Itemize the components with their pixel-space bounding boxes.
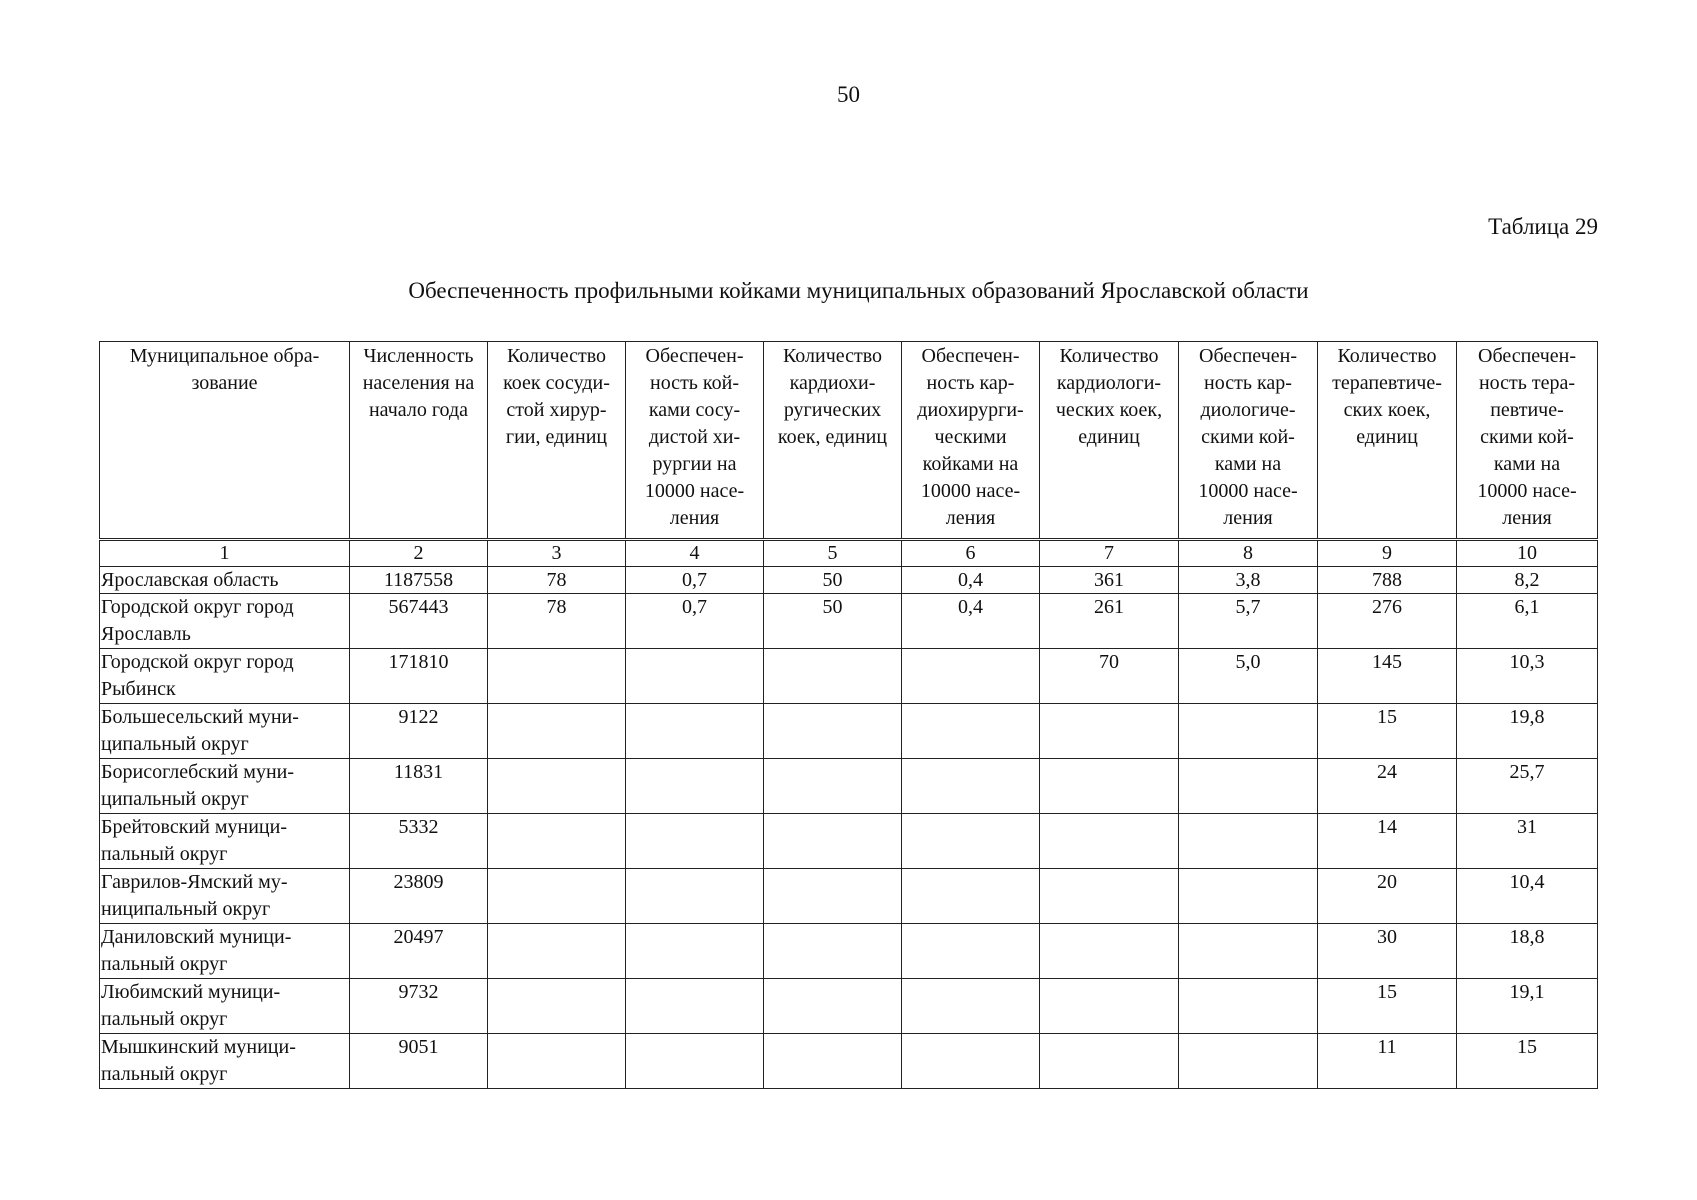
table-row (100, 759, 1598, 814)
value-cell: 18,8 (1457, 924, 1598, 979)
table-row (100, 814, 1598, 869)
value-cell: 171810 (350, 649, 488, 704)
table-row (100, 594, 1598, 649)
value-cell (1179, 979, 1318, 1034)
value-cell: 30 (1318, 924, 1457, 979)
value-cell (902, 1034, 1040, 1089)
value-cell (1179, 759, 1318, 814)
row-name-cell: Борисоглебский муни- ципальный округ (100, 759, 350, 814)
value-cell (488, 759, 626, 814)
value-cell (764, 759, 902, 814)
column-number-1: 1 (100, 540, 350, 567)
value-cell (1179, 1034, 1318, 1089)
value-cell (1040, 869, 1179, 924)
value-cell: 19,1 (1457, 979, 1598, 1034)
column-number-2: 2 (350, 540, 488, 567)
value-cell: 19,8 (1457, 704, 1598, 759)
value-cell (902, 649, 1040, 704)
column-number-row (100, 540, 1598, 567)
row-name-cell: Ярославская область (100, 567, 350, 594)
value-cell (488, 869, 626, 924)
value-cell: 23809 (350, 869, 488, 924)
column-header-10: Обеспечен- ность тера- певтиче- скими кой- ками на 10000 насе- ления (1457, 342, 1598, 540)
value-cell (626, 924, 764, 979)
value-cell: 3,8 (1179, 567, 1318, 594)
row-name-cell: Городской округ город Ярославль (100, 594, 350, 649)
value-cell (1040, 979, 1179, 1034)
value-cell (764, 869, 902, 924)
value-cell (902, 869, 1040, 924)
value-cell (902, 704, 1040, 759)
row-name-cell: Даниловский муници- пальный округ (100, 924, 350, 979)
row-name-cell: Большесельский муни- ципальный округ (100, 704, 350, 759)
beds-table (99, 341, 1598, 1089)
row-name-cell: Любимский муници- пальный округ (100, 979, 350, 1034)
row-name-cell: Брейтовский муници- пальный округ (100, 814, 350, 869)
value-cell (764, 814, 902, 869)
value-cell (764, 649, 902, 704)
value-cell: 1187558 (350, 567, 488, 594)
table-row (100, 649, 1598, 704)
value-cell (488, 649, 626, 704)
column-number-8: 8 (1179, 540, 1318, 567)
value-cell (1040, 704, 1179, 759)
value-cell (626, 979, 764, 1034)
value-cell: 15 (1318, 704, 1457, 759)
table-row (100, 924, 1598, 979)
value-cell (488, 814, 626, 869)
table-row (100, 1034, 1598, 1089)
column-header-3: Количество коек сосуди- стой хирур- гии, единиц (488, 342, 626, 540)
column-header-8: Обеспечен- ность кар- диологиче- скими кой- ками на 10000 насе- ления (1179, 342, 1318, 540)
value-cell: 20 (1318, 869, 1457, 924)
value-cell (1040, 1034, 1179, 1089)
value-cell: 15 (1457, 1034, 1598, 1089)
value-cell: 8,2 (1457, 567, 1598, 594)
value-cell: 78 (488, 594, 626, 649)
column-header-4: Обеспечен- ность кой- ками сосу- дистой хи- рургии на 10000 насе- ления (626, 342, 764, 540)
column-header-5: Количество кардиохи- ругических коек, единиц (764, 342, 902, 540)
row-name-cell: Гаврилов-Ямский му- ниципальный округ (100, 869, 350, 924)
value-cell: 31 (1457, 814, 1598, 869)
value-cell (902, 979, 1040, 1034)
value-cell: 0,4 (902, 567, 1040, 594)
value-cell (1040, 759, 1179, 814)
value-cell: 5332 (350, 814, 488, 869)
value-cell: 10,3 (1457, 649, 1598, 704)
value-cell: 10,4 (1457, 869, 1598, 924)
value-cell: 0,7 (626, 594, 764, 649)
value-cell (1179, 704, 1318, 759)
value-cell: 78 (488, 567, 626, 594)
value-cell (488, 1034, 626, 1089)
column-number-3: 3 (488, 540, 626, 567)
value-cell: 276 (1318, 594, 1457, 649)
value-cell: 25,7 (1457, 759, 1598, 814)
column-header-1: Муниципальное обра- зование (100, 342, 350, 540)
value-cell (1179, 814, 1318, 869)
value-cell (1179, 924, 1318, 979)
value-cell: 788 (1318, 567, 1457, 594)
value-cell: 24 (1318, 759, 1457, 814)
value-cell (488, 924, 626, 979)
row-name-cell: Мышкинский муници- пальный округ (100, 1034, 350, 1089)
value-cell: 361 (1040, 567, 1179, 594)
value-cell: 9122 (350, 704, 488, 759)
value-cell (764, 979, 902, 1034)
value-cell: 50 (764, 567, 902, 594)
column-number-5: 5 (764, 540, 902, 567)
table-label: Таблица 29 (1488, 214, 1598, 239)
value-cell: 9051 (350, 1034, 488, 1089)
value-cell (1040, 814, 1179, 869)
value-cell (488, 704, 626, 759)
value-cell: 5,0 (1179, 649, 1318, 704)
value-cell: 11 (1318, 1034, 1457, 1089)
value-cell (626, 814, 764, 869)
value-cell (488, 979, 626, 1034)
column-header-7: Количество кардиологи- ческих коек, единиц (1040, 342, 1179, 540)
column-number-6: 6 (902, 540, 1040, 567)
value-cell (764, 1034, 902, 1089)
value-cell (902, 924, 1040, 979)
value-cell (626, 649, 764, 704)
column-header-9: Количество терапевтиче- ских коек, единиц (1318, 342, 1457, 540)
table-header-row (100, 342, 1598, 540)
column-number-7: 7 (1040, 540, 1179, 567)
value-cell: 9732 (350, 979, 488, 1034)
column-number-4: 4 (626, 540, 764, 567)
value-cell: 5,7 (1179, 594, 1318, 649)
value-cell (626, 704, 764, 759)
table-title: Обеспеченность профильными койками муниципальных образований Ярославской области (408, 278, 1309, 303)
value-cell (626, 869, 764, 924)
page-number: 50 (837, 82, 860, 107)
value-cell: 20497 (350, 924, 488, 979)
table-row (100, 704, 1598, 759)
value-cell: 0,7 (626, 567, 764, 594)
value-cell: 11831 (350, 759, 488, 814)
value-cell (626, 1034, 764, 1089)
value-cell: 0,4 (902, 594, 1040, 649)
value-cell: 14 (1318, 814, 1457, 869)
value-cell (1179, 869, 1318, 924)
value-cell: 145 (1318, 649, 1457, 704)
value-cell (902, 814, 1040, 869)
value-cell (764, 924, 902, 979)
column-header-2: Численность населения на начало года (350, 342, 488, 540)
value-cell (902, 759, 1040, 814)
row-name-cell: Городской округ город Рыбинск (100, 649, 350, 704)
column-header-6: Обеспечен- ность кар- диохирурги- ческими койками на 10000 насе- ления (902, 342, 1040, 540)
column-number-9: 9 (1318, 540, 1457, 567)
value-cell: 50 (764, 594, 902, 649)
value-cell: 6,1 (1457, 594, 1598, 649)
value-cell: 567443 (350, 594, 488, 649)
column-number-10: 10 (1457, 540, 1598, 567)
value-cell: 70 (1040, 649, 1179, 704)
table-body (100, 540, 1598, 1089)
value-cell (626, 759, 764, 814)
value-cell (764, 704, 902, 759)
table-row (100, 567, 1598, 594)
table-row (100, 869, 1598, 924)
value-cell: 261 (1040, 594, 1179, 649)
value-cell: 15 (1318, 979, 1457, 1034)
table-row (100, 979, 1598, 1034)
value-cell (1040, 924, 1179, 979)
